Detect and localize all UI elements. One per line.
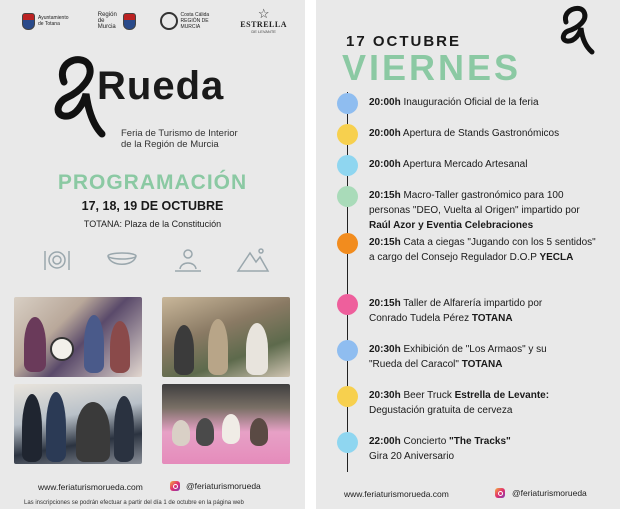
rueda-subtitle [121,128,261,150]
photo-figure [208,319,228,375]
subtitle-line-1: Feria de Turismo de Interior [121,128,238,139]
food-icon [40,245,74,275]
event-text [369,157,614,172]
website-link[interactable]: www.feriaturismorueda.com [344,489,449,499]
instagram-label: @feriaturismorueda [512,488,587,498]
event-description: Apertura de Stands Gastronómicos [400,128,560,139]
event-photo-workshop [162,384,290,464]
event-description: personas "DEO, Vuelta al Origen" impartido por [369,205,580,216]
estrella-sublabel: DE LEVANTE [251,29,276,34]
event-text [369,188,614,233]
costa-calida-label: Costa Cálida REGIÓN DE MURCIA [180,12,210,30]
photo-figure [22,394,42,462]
schedule-date: 17 OCTUBRE [346,33,462,50]
timeline-dot [337,340,358,361]
timeline-line [347,92,348,472]
rueda-logo [50,52,260,150]
event-time: 20:00h [369,159,401,170]
event-description: Taller de Alfarería impartido por [400,298,543,309]
event-highlight: "The Tracks" [449,436,511,447]
costa-calida-icon [160,12,178,30]
timeline-dot [337,155,358,176]
event-text [369,95,614,110]
costa-calida-logo [160,12,217,30]
photo-figure [222,414,240,444]
event-time: 22:00h [369,436,401,447]
timeline-dot [337,386,358,407]
event-time: 20:15h [369,190,401,201]
event-description: Exhibición de "Los Armaos" y su [400,344,547,355]
photo-figure [84,315,104,373]
estrella-label: ESTRELLA [240,20,287,29]
sponsor-logos [22,6,287,36]
event-photo-market [162,297,290,377]
drum-shape [50,337,74,361]
photo-figure [246,323,268,375]
photo-figure [196,418,214,446]
region-murcia-logo [98,12,136,30]
event-text [369,296,614,326]
timeline-dot [337,124,358,145]
event-dates: 17, 18, 19 DE OCTUBRE [81,199,224,213]
event-description: a cargo del Consejo Regulador D.O.P [369,252,540,263]
website-link[interactable]: www.feriaturismorueda.com [38,482,143,492]
event-time: 20:30h [369,390,401,401]
event-highlight: TOTANA [471,313,513,324]
category-icons [40,244,270,276]
event-description: Inauguración Oficial de la feria [400,97,539,108]
timeline-dot [337,93,358,114]
event-description: "Rueda del Caracol" [369,359,462,370]
timeline-dot [337,432,358,453]
event-text [369,342,614,372]
event-description: Gira 20 Aniversario [369,451,455,462]
schedule-day: VIERNES [342,47,522,88]
star-icon: ☆ [257,6,270,21]
bowl-icon [105,245,139,275]
event-description: Beer Truck [400,390,455,401]
event-text [369,126,614,141]
event-time: 20:15h [369,237,401,248]
registration-note: Las inscripciones se podrán efectuar a partir del día 1 de octubre en la página web [24,500,244,506]
event-place: TOTANA: Plaza de la Constitución [83,219,222,229]
photo-figure [76,402,110,462]
photo-figure [172,420,190,446]
timeline-dot [337,233,358,254]
event-highlight: Estrella de Levante: [454,390,550,401]
person-icon [171,245,205,275]
event-time: 20:15h [369,298,401,309]
event-text [369,434,614,464]
photo-figure [110,321,130,373]
rueda-title: Rueda [97,64,225,108]
event-photo-officials [14,384,142,464]
mountain-icon [236,245,270,275]
event-highlight: TOTANA [461,359,503,370]
event-photo-drums [14,297,142,377]
timeline-dot [337,186,358,207]
photo-figure [174,325,194,375]
ayuntamiento-logo [22,13,74,30]
timeline-dot [337,294,358,315]
photo-figure [114,396,134,462]
instagram-icon [170,481,180,491]
event-time: 20:00h [369,97,401,108]
event-description: Cata a ciegas "Jugando con los 5 sentidos" [400,237,596,248]
crest-icon [123,13,136,30]
instagram-handle[interactable] [495,488,587,498]
poster-schedule [316,0,620,509]
instagram-label: @feriaturismorueda [186,481,261,491]
rueda-mark-icon [558,4,598,56]
subtitle-line-2: de la Región de Murcia [121,139,219,150]
estrella-logo [240,8,287,34]
event-highlight: YECLA [539,252,574,263]
programacion-heading: PROGRAMACIÓN [57,171,248,194]
photo-figure [250,418,268,446]
ayuntamiento-label: Ayuntamiento de Totana [38,15,69,27]
photo-figure [24,317,46,372]
event-description: Concierto [400,436,450,447]
region-murcia-label: Región de Murcia [97,12,117,30]
poster-cover [0,0,305,509]
event-text [369,388,614,418]
event-description: Apertura Mercado Artesanal [400,159,528,170]
event-time: 20:30h [369,344,401,355]
event-text [369,235,614,265]
instagram-handle[interactable] [170,481,261,491]
photo-figure [46,392,66,462]
instagram-icon [495,488,505,498]
event-time: 20:00h [369,128,401,139]
event-description: Macro-Taller gastronómico para 100 [400,190,564,201]
event-description: Degustación gratuita de cerveza [369,405,513,416]
crest-icon [22,13,35,30]
event-description: Conrado Tudela Pérez [369,313,472,324]
event-highlight: Raúl Azor y Eventia Celebraciones [369,220,534,231]
